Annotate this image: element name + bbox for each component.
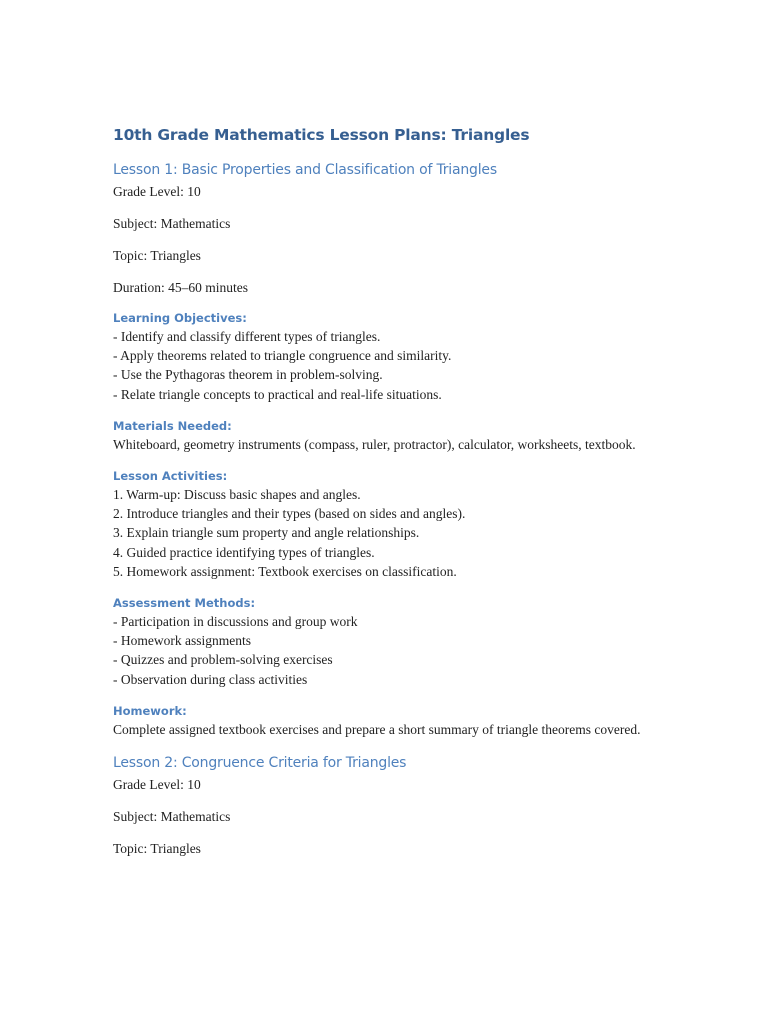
list-item: - Homework assignments	[113, 633, 251, 649]
activities-section	[113, 468, 653, 581]
topic: Topic: Triangles	[113, 841, 201, 857]
section-heading: Learning Objectives:	[113, 311, 247, 325]
subject: Subject: Mathematics	[113, 809, 231, 825]
list-item: - Participation in discussions and group work	[113, 614, 358, 630]
lesson-1	[113, 160, 653, 739]
document-page	[113, 124, 653, 871]
section-heading: Assessment Methods:	[113, 596, 256, 611]
homework-text: Complete assigned textbook exercises and prepare a short summary of triangle theorems covered.	[113, 721, 641, 737]
list-item: - Apply theorems related to triangle congruence and similarity.	[113, 348, 452, 364]
document-title: 10th Grade Mathematics Lesson Plans: Triangles	[113, 126, 530, 144]
list-item: - Use the Pythagoras theorem in problem-solving.	[113, 367, 383, 383]
learning-objectives-section	[113, 310, 653, 404]
grade-level: Grade Level: 10	[113, 777, 201, 793]
list-item: - Relate triangle concepts to practical and real-life situations.	[113, 386, 442, 402]
list-item: 4. Guided practice identifying types of triangles.	[113, 544, 375, 560]
duration: Duration: 45–60 minutes	[113, 280, 248, 295]
topic: Topic: Triangles	[113, 248, 201, 263]
lesson-2	[113, 753, 653, 858]
list-item: - Identify and classify different types of triangles.	[113, 329, 381, 344]
list-item: 2. Introduce triangles and their types (based on sides and angles).	[113, 506, 466, 522]
list-item: 3. Explain triangle sum property and angle relationships.	[113, 525, 420, 541]
section-heading: Lesson Activities:	[113, 469, 228, 484]
grade-level: Grade Level: 10	[113, 184, 201, 199]
list-item: - Quizzes and problem-solving exercises	[113, 652, 333, 668]
lesson-title: Lesson 2: Congruence Criteria for Triangles	[113, 755, 407, 772]
list-item: 5. Homework assignment: Textbook exercises on classification.	[113, 563, 457, 579]
materials-text: Whiteboard, geometry instruments (compass, ruler, protractor), calculator, worksheets, textbook.	[113, 436, 636, 452]
list-item: 1. Warm-up: Discuss basic shapes and angles.	[113, 487, 361, 503]
assessment-section	[113, 595, 653, 689]
lesson-title: Lesson 1: Basic Properties and Classification of Triangles	[113, 162, 497, 178]
materials-section	[113, 418, 653, 454]
section-heading: Materials Needed:	[113, 418, 232, 433]
list-item: - Observation during class activities	[113, 671, 308, 687]
section-heading: Homework:	[113, 703, 187, 718]
subject: Subject: Mathematics	[113, 216, 231, 231]
homework-section	[113, 703, 653, 739]
